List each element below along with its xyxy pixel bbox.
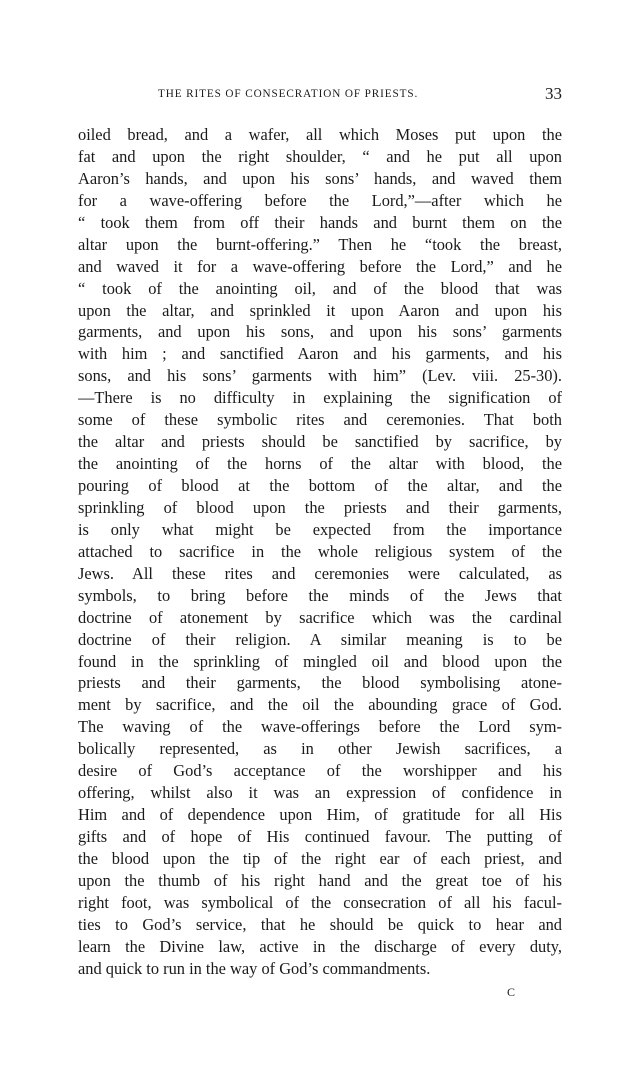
text-line: the blood upon the tip of the right ear of each priest, and [78,848,562,868]
text-line: gifts and of hope of His continued favour. The putting of [78,827,562,846]
text-line: desire of God’s acceptance of the worshipper and his [78,761,562,781]
running-head [78,84,562,108]
text-line: sprinkling of blood upon the priests and their garments, [78,497,562,517]
text-line: some of these symbolic rites and ceremonies. That both [78,410,562,430]
text-line: ment by sacrifice, and the oil the abounding grace of God. [78,695,562,715]
text-line: “ took of the anointing oil, and of the blood that was [78,278,562,298]
text-line: with him ; and sanctified Aaron and his garments, and his [78,344,562,364]
text-line: upon the thumb of his right hand and the great toe of his [78,870,562,890]
running-title: THE RITES OF CONSECRATION OF PRIESTS. [158,88,419,100]
text-line: doctrine of their religion. A similar meaning is to be [78,629,562,649]
text-line: priests and their garments, the blood symbolising atone- [78,673,562,693]
text-line: learn the Divine law, active in the discharge of every duty, [78,936,562,956]
text-line: attached to sacrifice in the whole religious system of the [78,541,562,561]
body-text [78,124,562,980]
text-line: upon the altar, and sprinkled it upon Aaron and upon his [78,300,562,320]
text-line: The waving of the wave-offerings before the Lord sym- [78,717,562,737]
text-line: and quick to run in the way of God’s commandments. [78,958,431,978]
text-line: Him and of dependence upon Him, of gratitude for all His [78,805,562,825]
text-line: right foot, was symbolical of the consecration of all his facul- [78,892,562,912]
text-line: pouring of blood at the bottom of the altar, and the [78,476,562,495]
text-line: Aaron’s hands, and upon his sons’ hands, and waved them [78,168,562,188]
text-line: for a wave-offering before the Lord,”—after which he [78,190,562,210]
text-line: symbols, to bring before the minds of the Jews that [78,585,562,605]
text-line: and waved it for a wave-offering before the Lord,” and he [78,256,562,276]
text-line: —There is no difficulty in explaining the signification of [78,388,562,408]
text-line: the altar and priests should be sanctified by sacrifice, by [78,432,562,452]
text-line: garments, and upon his sons, and upon his sons’ garments [78,322,562,342]
text-line: offering, whilst also it was an expression of confidence in [78,783,562,803]
text-line: oiled bread, and a wafer, all which Moses put upon the [78,125,562,144]
text-line: bolically represented, as in other Jewish sacrifices, a [78,739,562,759]
text-line: is only what might be expected from the importance [78,519,562,539]
text-line: fat and upon the right shoulder, “ and he put all upon [78,146,562,166]
text-line: doctrine of atonement by sacrifice which was the cardinal [78,607,562,627]
text-line: sons, and his sons’ garments with him” (Lev. viii. 25-30). [78,366,562,386]
signature-mark: C [507,985,516,999]
text-line: altar upon the burnt-offering.” Then he “took the breast, [78,234,562,254]
text-line: ties to God’s service, that he should be quick to hear and [78,914,562,934]
page-number: 33 [545,84,562,103]
text-line: Jews. All these rites and ceremonies were calculated, as [78,563,562,583]
text-line: the anointing of the horns of the altar with blood, the [78,454,562,474]
text-line: found in the sprinkling of mingled oil and blood upon the [78,651,562,671]
text-line: “ took them from off their hands and burnt them on the [78,212,562,232]
